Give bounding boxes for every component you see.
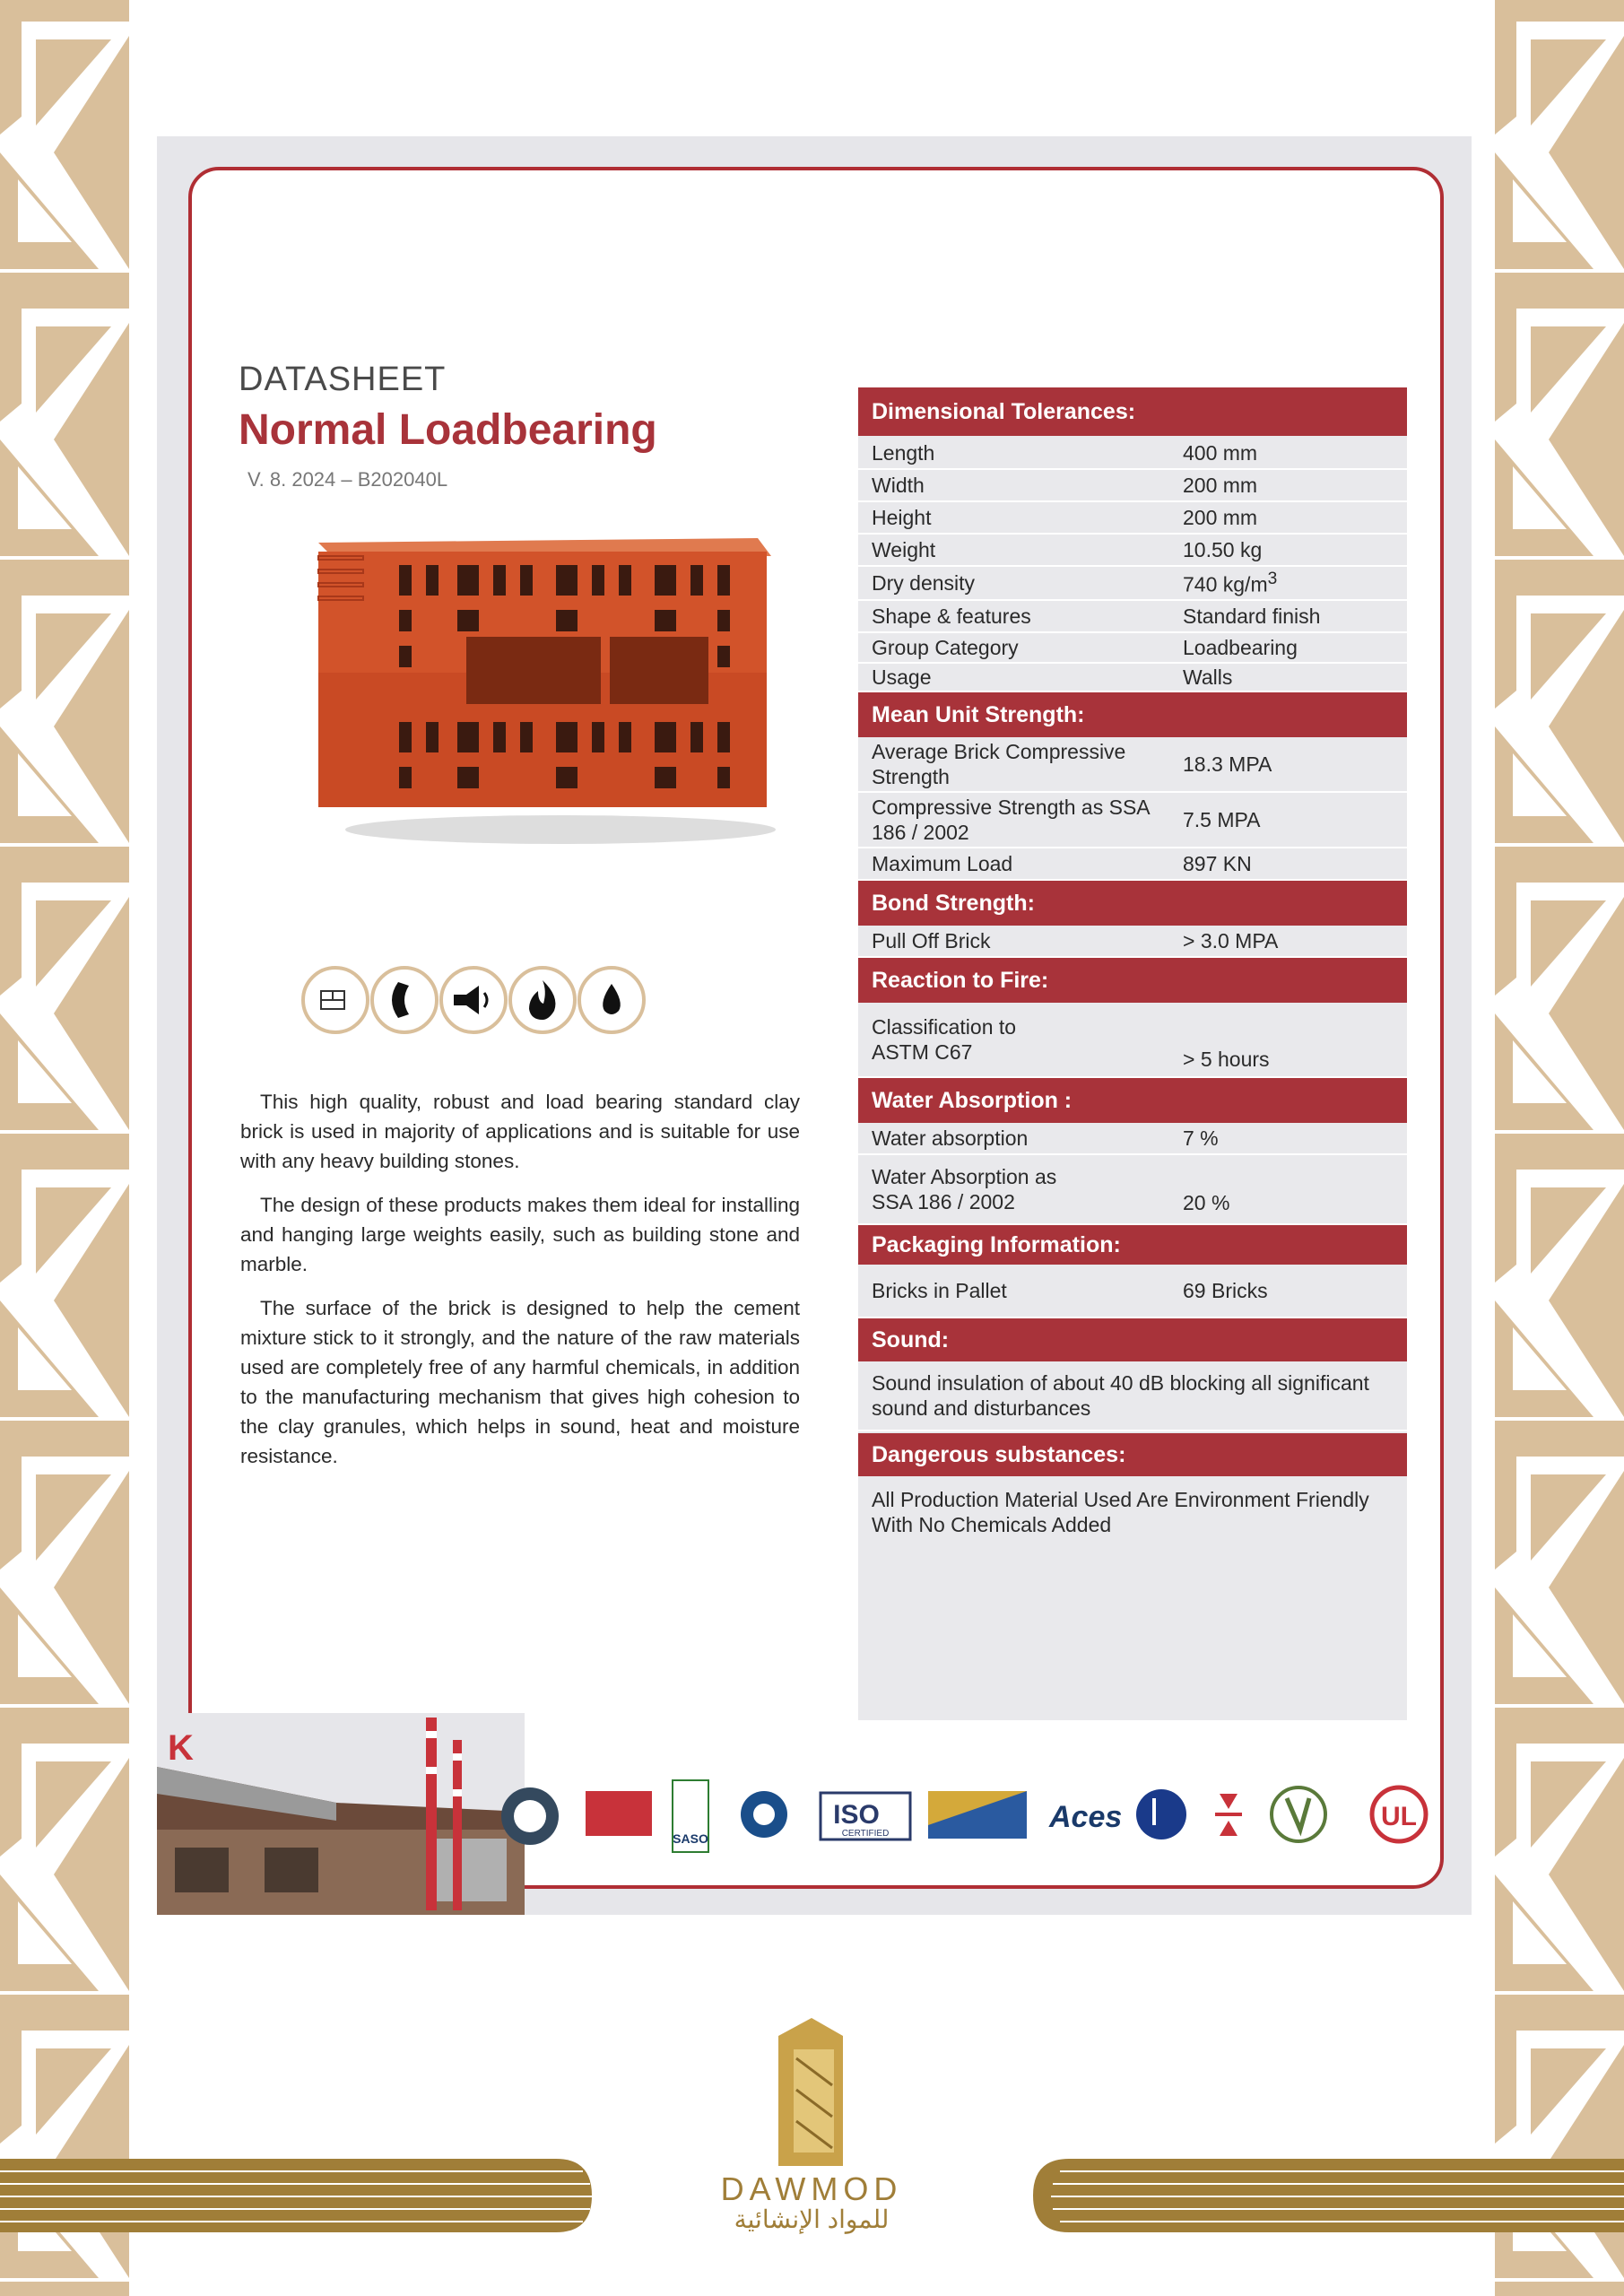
spec-row: Average Brick Compressive Strength 18.3 MPA bbox=[858, 737, 1407, 793]
brick-wall-icon bbox=[303, 968, 368, 1032]
astm-logo bbox=[741, 1791, 787, 1838]
saso-logo bbox=[673, 1780, 708, 1852]
spec-row: Height 200 mm bbox=[858, 502, 1407, 535]
svg-text:ISO: ISO bbox=[833, 1800, 880, 1830]
section-water-absorption: Water Absorption : bbox=[858, 1078, 1407, 1123]
spec-row: Maximum Load 897 KN bbox=[858, 848, 1407, 881]
certification-red-arrows bbox=[1215, 1794, 1242, 1836]
footer-stripe-right bbox=[1033, 2159, 1624, 2232]
spec-row: Width 200 mm bbox=[858, 470, 1407, 502]
spec-row: All Production Material Used Are Environment Friendly With No Chemicals Added bbox=[872, 1488, 1369, 1536]
description-paragraph: The surface of the brick is designed to help the cement mixture stick to it strongly, and the nature of the raw materials used are completely free of any harmful chemicals, in addition to the manufacturing mechanism that gives high cohesion to the clay granules, which helps in sound, heat and moisture resistance. bbox=[240, 1297, 800, 1467]
brick-image bbox=[300, 520, 785, 852]
certification-seal-icon bbox=[501, 1787, 559, 1845]
certification-logos bbox=[498, 1771, 1439, 1861]
spec-row: Group Category Loadbearing bbox=[858, 633, 1407, 664]
section-reaction-to-fire: Reaction to Fire: bbox=[858, 958, 1407, 1003]
spec-row: Water absorption 7 % bbox=[858, 1123, 1407, 1155]
right-ornament-border bbox=[1495, 0, 1624, 2296]
section-mean-unit-strength: Mean Unit Strength: bbox=[858, 692, 1407, 737]
description-paragraph: This high quality, robust and load bearing standard clay brick is used in majority of applications and is suitable for use with any heavy building stones. bbox=[240, 1091, 800, 1172]
feature-icons bbox=[300, 964, 658, 1036]
ul-logo bbox=[1372, 1787, 1426, 1841]
spec-row: Shape & features Standard finish bbox=[858, 601, 1407, 633]
section-sound: Sound: bbox=[858, 1318, 1407, 1361]
spec-row: Compressive Strength as SSA 186 / 2002 7.5 MPA bbox=[858, 793, 1407, 848]
section-dimensional: Dimensional Tolerances: bbox=[858, 387, 1407, 436]
certification-gold-blue-logo bbox=[928, 1791, 1027, 1839]
version-code: V. 8. 2024 – B202040L bbox=[248, 468, 448, 491]
footer-stripe-left bbox=[0, 2159, 592, 2232]
spec-row: Length 400 mm bbox=[858, 438, 1407, 470]
product-title: Normal Loadbearing bbox=[239, 406, 657, 454]
spec-row: Bricks in Pallet 69 Bricks bbox=[858, 1265, 1407, 1318]
spec-row: Usage Walls bbox=[858, 664, 1407, 692]
svg-text:Aces: Aces bbox=[1049, 1800, 1123, 1834]
iso-logo bbox=[821, 1793, 910, 1839]
product-description bbox=[240, 1087, 800, 1485]
spec-row: Weight 10.50 kg bbox=[858, 535, 1407, 567]
certification-green-emblem bbox=[1272, 1787, 1325, 1841]
spec-row: Sound insulation of about 40 dB blocking all significant sound and disturbances bbox=[858, 1361, 1407, 1431]
spec-row: Pull Off Brick > 3.0 MPA bbox=[858, 926, 1407, 958]
aces-logo bbox=[1048, 1800, 1122, 1834]
spec-row: Classification to ASTM C67 > 5 hours bbox=[858, 1003, 1407, 1078]
section-packaging: Packaging Information: bbox=[858, 1225, 1407, 1265]
datasheet-label: DATASHEET bbox=[239, 361, 447, 398]
section-bond-strength: Bond Strength: bbox=[858, 881, 1407, 926]
svg-text:SASO: SASO bbox=[673, 1831, 708, 1846]
certification-blue-emblem bbox=[1136, 1789, 1186, 1839]
brand-name-arabic: للمواد الإنشائية bbox=[734, 2205, 890, 2233]
water-drop-icon bbox=[579, 968, 644, 1032]
fire-icon bbox=[510, 968, 575, 1032]
acoustic-icon bbox=[372, 968, 437, 1032]
svg-text:UL: UL bbox=[1381, 1802, 1417, 1831]
section-dangerous-substances: Dangerous substances: bbox=[858, 1433, 1407, 1476]
description-paragraph: The design of these products makes them ideal for installing and hanging large weights easily, such as building stone and marble. bbox=[240, 1194, 800, 1275]
spec-row: Water Absorption as SSA 186 / 2002 20 % bbox=[858, 1155, 1407, 1225]
certification-red-logo bbox=[586, 1791, 652, 1836]
factory-logo: K bbox=[168, 1728, 194, 1768]
spec-row: Dry density 740 $kg/m^3$ bbox=[858, 567, 1407, 601]
factory-image bbox=[157, 1713, 525, 1915]
brand-name-latin: DAWMOD bbox=[720, 2170, 903, 2207]
sound-icon bbox=[441, 968, 506, 1032]
left-ornament-border bbox=[0, 0, 129, 2296]
svg-text:CERTIFIED: CERTIFIED bbox=[841, 1829, 890, 1839]
